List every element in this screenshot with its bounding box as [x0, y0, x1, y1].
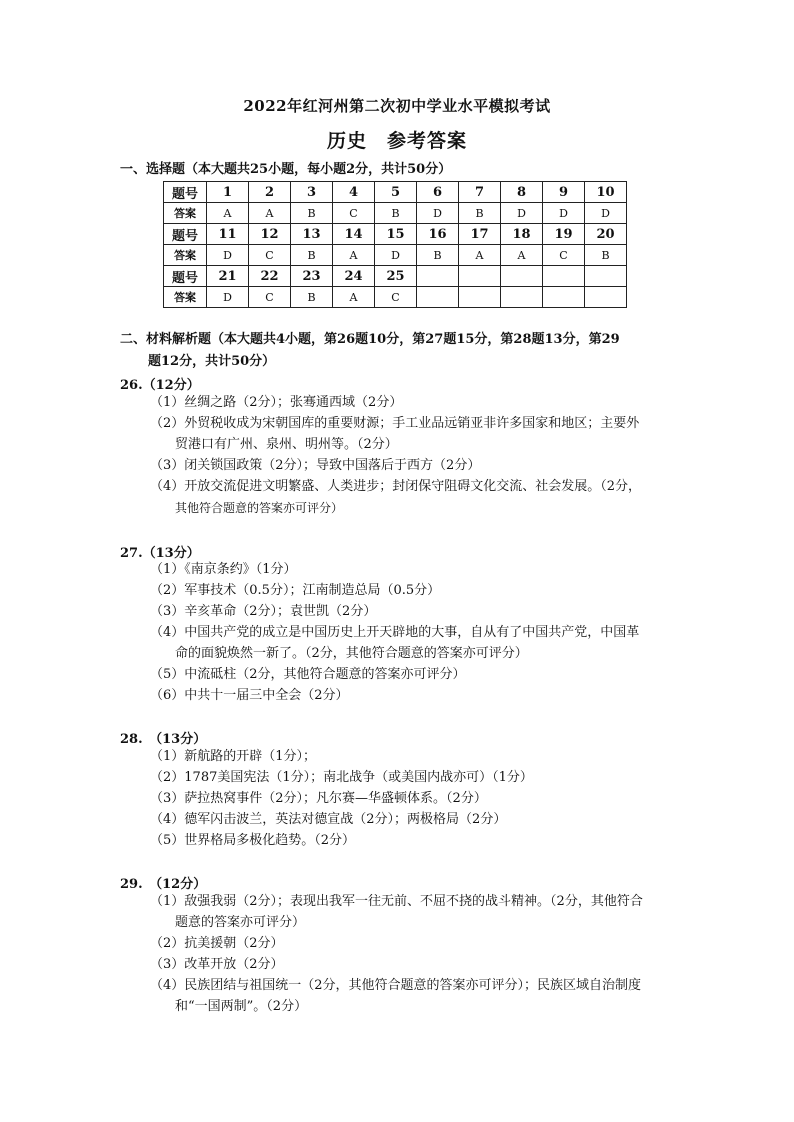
question-number-cell: 1 — [207, 182, 249, 203]
answer-cell: A — [459, 245, 501, 266]
question-number-cell: 13 — [291, 224, 333, 245]
answer-cell: D — [501, 203, 543, 224]
question-number-cell: 22 — [249, 266, 291, 287]
table-row — [164, 224, 627, 245]
answer-cell: C — [333, 203, 375, 224]
table-row — [164, 287, 627, 308]
empty-cell — [585, 287, 627, 308]
question-number-cell: 9 — [543, 182, 585, 203]
empty-cell — [543, 266, 585, 287]
question-number-cell: 15 — [375, 224, 417, 245]
table-row — [164, 245, 627, 266]
question-number-cell: 24 — [333, 266, 375, 287]
question-number-cell: 3 — [291, 182, 333, 203]
empty-cell — [585, 266, 627, 287]
row-label: 题号 — [164, 224, 207, 245]
answer-line: 贸港口有广州、泉州、明州等。（2分） — [175, 437, 398, 452]
answer-line: 命的面貌焕然一新了。（2分，其他符合题意的答案亦可评分） — [175, 646, 528, 661]
question-28-number: 28. （13分） — [120, 732, 207, 747]
question-number-cell: 4 — [333, 182, 375, 203]
empty-cell — [501, 266, 543, 287]
question-number-cell: 17 — [459, 224, 501, 245]
answer-line: （1）丝绸之路（2分）；张骞通西域（2分） — [150, 395, 403, 410]
answer-cell: C — [543, 245, 585, 266]
answer-cell: B — [291, 287, 333, 308]
row-label: 答案 — [164, 203, 207, 224]
answer-line: 和“一国两制”。（2分） — [175, 999, 308, 1014]
answer-line: （2）1787美国宪法（1分）；南北战争（或美国内战亦可）（1分） — [150, 770, 533, 785]
row-label: 题号 — [164, 266, 207, 287]
answer-line: （1）新航路的开辟（1分）； — [150, 749, 317, 764]
empty-cell — [459, 287, 501, 308]
question-number-cell: 7 — [459, 182, 501, 203]
question-number-cell: 8 — [501, 182, 543, 203]
answer-cell: A — [333, 287, 375, 308]
section2-heading — [120, 329, 680, 373]
answer-cell: A — [249, 203, 291, 224]
question-number-cell: 2 — [249, 182, 291, 203]
question-number-cell: 23 — [291, 266, 333, 287]
answer-line: （1）敌强我弱（2分）；表现出我军一往无前、不屈不挠的战斗精神。（2分，其他符合 — [150, 894, 643, 909]
answer-cell: D — [417, 203, 459, 224]
exam-title: 2022年红河州第二次初中学业水平模拟考试 — [243, 97, 551, 115]
question-29-number: 29. （12分） — [120, 877, 207, 892]
question-27-number: 27.（13分） — [120, 546, 200, 561]
question-number-cell: 21 — [207, 266, 249, 287]
question-number-cell: 14 — [333, 224, 375, 245]
question-number-cell: 6 — [417, 182, 459, 203]
row-label: 题号 — [164, 182, 207, 203]
empty-cell — [501, 287, 543, 308]
answer-cell: C — [249, 287, 291, 308]
answer-line: （2）抗美援朝（2分） — [150, 936, 284, 951]
row-label: 答案 — [164, 245, 207, 266]
answer-line: （3）萨拉热窝事件（2分）；凡尔赛—华盛顿体系。（2分） — [150, 791, 487, 806]
answer-line: （3）辛亥革命（2分）；袁世凯（2分） — [150, 604, 377, 619]
row-label: 答案 — [164, 287, 207, 308]
question-number-cell: 19 — [543, 224, 585, 245]
answer-cell: A — [501, 245, 543, 266]
question-number-cell: 25 — [375, 266, 417, 287]
answer-cell: C — [375, 287, 417, 308]
answer-line: （2）军事技术（0.5分）；江南制造总局（0.5分） — [150, 583, 441, 598]
answer-cell: B — [291, 245, 333, 266]
answer-cell: D — [543, 203, 585, 224]
table-row — [164, 266, 627, 287]
answer-cell: B — [585, 245, 627, 266]
empty-cell — [543, 287, 585, 308]
question-number-cell: 20 — [585, 224, 627, 245]
answer-cell: D — [207, 245, 249, 266]
answer-line: （2）外贸税收成为宋朝国库的重要财源；手工业品远销亚非许多国家和地区；主要外 — [150, 416, 640, 431]
answer-line: （5）世界格局多极化趋势。（2分） — [150, 833, 356, 848]
answer-cell: B — [291, 203, 333, 224]
question-number-cell: 16 — [417, 224, 459, 245]
question-26-number: 26.（12分） — [120, 378, 200, 393]
section2-heading-line1: 二、材料解析题（本大题共4小题，第26题10分，第27题15分，第28题13分，第29 — [120, 332, 620, 347]
answer-line: （3）闭关锁国政策（2分）；导致中国落后于西方（2分） — [150, 458, 481, 473]
empty-cell — [459, 266, 501, 287]
answer-line: （4）民族团结与祖国统一（2分，其他符合题意的答案亦可评分）；民族区域自治制度 — [150, 978, 642, 993]
answer-line: （6）中共十一届三中全会（2分） — [150, 688, 349, 703]
answer-cell: D — [207, 287, 249, 308]
answer-line: （4）开放交流促进文明繁盛、人类进步；封闭保守阻碍文化交流、社会发展。（2分， — [150, 479, 642, 494]
answer-cell: D — [375, 245, 417, 266]
question-number-cell: 11 — [207, 224, 249, 245]
question-number-cell: 18 — [501, 224, 543, 245]
section1-heading: 一、选择题（本大题共25小题，每小题2分，共计50分） — [120, 162, 452, 177]
exam-subtitle: 历史 参考答案 — [326, 130, 467, 152]
empty-cell — [417, 266, 459, 287]
table-row — [164, 203, 627, 224]
answer-line: （3）改革开放（2分） — [150, 957, 284, 972]
answer-line: （4）德军闪击波兰，英法对德宣战（2分）；两极格局（2分） — [150, 812, 507, 827]
answer-cell: B — [459, 203, 501, 224]
answer-line: （5）中流砥柱（2分，其他符合题意的答案亦可评分） — [150, 667, 466, 682]
question-number-cell: 12 — [249, 224, 291, 245]
table-row — [164, 182, 627, 203]
answer-line: 其他符合题意的答案亦可评分） — [175, 501, 344, 515]
answer-line: （4）中国共产党的成立是中国历史上开天辟地的大事，自从有了中国共产党，中国革 — [150, 625, 640, 640]
section2-heading-line2: 题12分，共计50分） — [148, 354, 276, 369]
answer-line: （1）《南京条约》（1分） — [150, 562, 297, 577]
question-number-cell: 5 — [375, 182, 417, 203]
empty-cell — [417, 287, 459, 308]
question-number-cell: 10 — [585, 182, 627, 203]
answer-cell: D — [585, 203, 627, 224]
choice-answer-table — [163, 181, 627, 308]
answer-cell: B — [375, 203, 417, 224]
answer-cell: B — [417, 245, 459, 266]
answer-cell: A — [207, 203, 249, 224]
answer-cell: C — [249, 245, 291, 266]
answer-line: 题意的答案亦可评分） — [175, 915, 306, 930]
answer-cell: A — [333, 245, 375, 266]
